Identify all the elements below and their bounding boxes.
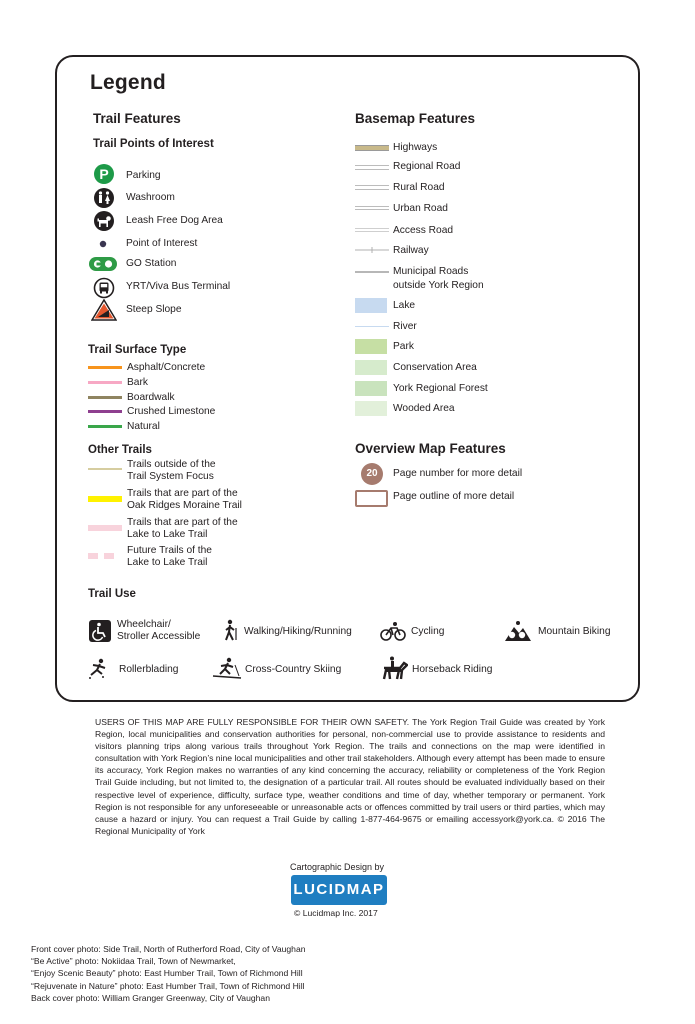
surface-swatch-asphalt [88,366,122,369]
basemap-heading: Basemap Features [355,111,476,126]
use-label-mountain-biking: Mountain Biking [538,626,611,637]
basemap-label-park: Park [393,341,414,352]
basemap-label-wooded-area: Wooded Area [393,403,455,414]
other-label-future-1: Future Trails of the [127,545,212,556]
ski-icon [212,657,242,681]
mountain-bike-icon [505,619,531,641]
photo-credit-line: “Be Active” photo: Nokiidaa Trail, Town of Newmarket, [31,956,236,967]
warning-slope-icon [91,299,117,321]
other-swatch-oak-ridges [88,496,122,502]
basemap-label-urban-road: Urban Road [393,203,448,214]
surface-label-limestone: Crushed Limestone [127,406,216,417]
surface-heading: Trail Surface Type [88,344,187,356]
overview-label-page-outline: Page outline of more detail [393,491,515,502]
other-label-future-2: Lake to Lake Trail [127,557,208,568]
other-swatch-outside-focus [88,468,122,470]
overview-label-page-number: Page number for more detail [393,468,523,479]
other-label-outside-focus-2: Trail System Focus [127,471,214,482]
basemap-label-municipal-2: outside York Region [393,280,484,291]
regional-road-swatch [355,165,389,170]
poi-label-steep-slope: Steep Slope [126,304,182,315]
use-label-cycling: Cycling [411,626,445,637]
access-road-swatch [355,228,389,232]
lucidmap-copyright: © Lucidmap Inc. 2017 [294,908,378,918]
surface-swatch-natural [88,425,122,428]
basemap-label-highways: Highways [393,142,438,153]
other-swatch-lake-to-lake [88,525,122,531]
basemap-label-lake: Lake [393,300,416,311]
basemap-label-conservation: Conservation Area [393,362,477,373]
hiking-icon [221,619,239,641]
page-outline-swatch [355,490,388,507]
other-label-lake-to-lake-2: Lake to Lake Trail [127,529,208,540]
poi-label-parking: Parking [126,170,161,181]
poi-label-go-station: GO Station [126,258,177,269]
highway-swatch [355,145,389,151]
legend-title: Legend [90,71,166,94]
photo-credit-line: “Enjoy Scenic Beauty” photo: East Humber Trail, Town of Richmond Hill [31,968,303,979]
other-swatch-future-lake-to-lake [88,553,122,559]
park-swatch [355,339,387,354]
lake-swatch [355,298,387,313]
other-label-oak-ridges-1: Trails that are part of the [127,488,238,499]
basemap-label-regional-forest: York Regional Forest [393,383,488,394]
basemap-label-access-road: Access Road [393,225,454,236]
surface-label-boardwalk: Boardwalk [127,392,175,403]
urban-road-swatch [355,206,389,210]
photo-credit-line: “Rejuvenate in Nature” photo: East Humber Trail, Town of Richmond Hill [31,980,305,991]
use-label-walking: Walking/Hiking/Running [244,626,352,637]
horse-icon [380,656,408,680]
use-label-wheelchair-2: Stroller Accessible [117,631,201,642]
bus-icon [93,277,115,299]
other-label-oak-ridges-2: Oak Ridges Moraine Trail [127,500,242,511]
wheelchair-icon [89,620,111,642]
railway-swatch [355,246,389,254]
dog-icon [93,210,115,232]
municipal-road-swatch [355,271,389,273]
basemap-label-railway: Railway [393,245,429,256]
basemap-label-river: River [393,321,417,332]
rural-road-swatch [355,185,389,190]
poi-label-dog-area: Leash Free Dog Area [126,215,223,226]
svg-text:P: P [99,166,109,182]
poi-label-washroom: Washroom [126,192,175,203]
poi-heading: Trail Points of Interest [93,138,214,150]
wooded-area-swatch [355,401,387,416]
parking-icon [93,163,115,185]
page-number-badge: 20 [361,463,383,485]
surface-swatch-bark [88,381,122,384]
other-label-lake-to-lake-1: Trails that are part of the [127,517,238,528]
use-label-wheelchair-1: Wheelchair/ [117,619,171,630]
other-trails-heading: Other Trails [88,444,152,456]
surface-label-asphalt: Asphalt/Concrete [127,362,206,373]
basemap-label-municipal-1: Municipal Roads [393,266,469,277]
design-credit-label: Cartographic Design by [290,862,385,872]
washroom-icon [93,187,115,209]
photo-credit-line: Back cover photo: William Granger Greenway, City of Vaughan [31,992,270,1003]
go-station-icon [89,257,117,271]
river-swatch [355,326,389,327]
use-label-rollerblading: Rollerblading [119,664,179,675]
conservation-area-swatch [355,360,387,375]
poi-label-bus-terminal: YRT/Viva Bus Terminal [126,281,231,292]
trail-features-heading: Trail Features [93,111,181,126]
surface-label-natural: Natural [127,421,160,432]
safety-disclaimer: USERS OF THIS MAP ARE FULLY RESPONSIBLE FOR THEIR OWN SAFETY. The York Region Trail Guide was created by York Region, local municipalities and conservation authorities for personal, non-commercial use to provide assistance to residents and visitors planning trips along various trails throughout York Region. The trails and connections on the map were identified in consultation with York Region’s nine local municipalities and other trail stakeholders. Although every attempt has been made to ensure its accuracy, York Region makes no warranties of any kind concerning the accuracy, reliability or completeness of the York Region Trail Guide including, but not limited to, the designation of a particular trail. All routes should be evaluated individually based on their respective level of experience, difficulty, surface type, weather conditions and time of day, whether temporary or permanent. York Region is not responsible for any unforeseeable or unreasonable acts or offences committed by trail users or third parties, which may cause a hazard or injury. You can request a Trail Guide by calling 1-877-464-9675 or emailing accessyork@york.ca. © 2016 The Regional Municipality of York [95,717,605,836]
surface-swatch-boardwalk [88,396,122,399]
poi-label-point-of-interest: Point of Interest [126,238,198,249]
basemap-label-rural-road: Rural Road [393,182,445,193]
surface-label-bark: Bark [127,377,148,388]
other-label-outside-focus-1: Trails outside of the [127,459,216,470]
photo-credits [31,943,306,1004]
trail-use-heading: Trail Use [88,588,136,600]
dot-icon [99,240,107,248]
rollerblade-icon [87,658,109,680]
use-label-horseback: Horseback Riding [412,664,493,675]
surface-swatch-limestone [88,410,122,413]
use-label-skiing: Cross-Country Skiing [245,664,342,675]
bicycle-icon [380,621,406,641]
photo-credit-line: Front cover photo: Side Trail, North of Rutherford Road, City of Vaughan [31,944,306,954]
basemap-label-regional-road: Regional Road [393,161,461,172]
overview-heading: Overview Map Features [355,441,506,456]
lucidmap-logo: LUCIDMAP [291,875,387,905]
regional-forest-swatch [355,381,387,396]
